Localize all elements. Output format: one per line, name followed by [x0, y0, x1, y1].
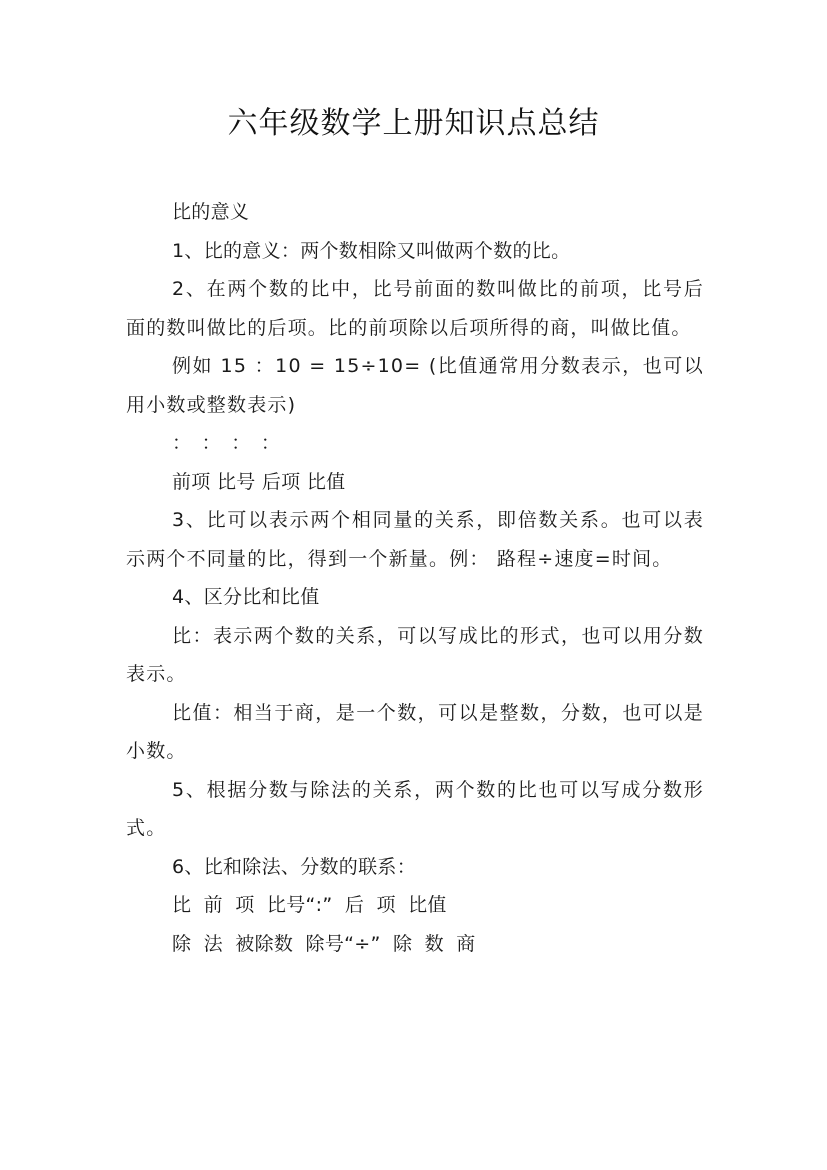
paragraph-ratio-terms: 2、在两个数的比中，比号前面的数叫做比的前项，比号后面的数叫做比的后项。比的前项除以后项所得的商，叫做比值。 — [126, 278, 704, 339]
document-body — [126, 193, 704, 963]
document-title: 六年级数学上册知识点总结 — [227, 106, 600, 141]
paragraph-ratio-value-description: 比值：相当于商，是一个数，可以是整数，分数，也可以是小数。 — [126, 701, 704, 762]
paragraph-colon-markers: ： ： ： ： — [172, 432, 281, 454]
paragraph-division-row: 除 法 被除数 除号“÷” 除 数 商 — [172, 932, 476, 955]
paragraph-fraction-relation: 5、根据分数与除法的关系，两个数的比也可以写成分数形式。 — [126, 778, 704, 839]
paragraph-term-labels: 前项 比号 后项 比值 — [172, 470, 346, 493]
paragraph-ratio-meaning-heading: 比的意义 — [172, 201, 250, 223]
paragraph-ratio-example: 例如 15 ：10 = 15÷10= (比值通常用分数表示，也可以用小数或整数表示) — [126, 355, 704, 416]
paragraph-ratio-row: 比 前 项 比号“:” 后 项 比值 — [172, 894, 447, 916]
paragraph-ratio-description: 比：表示两个数的关系，可以写成比的形式，也可以用分数表示。 — [126, 624, 704, 685]
paragraph-ratio-relations: 3、比可以表示两个相同量的关系，即倍数关系。也可以表示两个不同量的比，得到一个新量。例： 路程÷速度=时间。 — [126, 509, 704, 570]
paragraph-distinguish-heading: 4、区分比和比值 — [172, 586, 320, 608]
paragraph-connection-heading: 6、比和除法、分数的联系： — [172, 855, 416, 878]
paragraph-ratio-definition: 1、比的意义：两个数相除又叫做两个数的比。 — [172, 239, 571, 262]
